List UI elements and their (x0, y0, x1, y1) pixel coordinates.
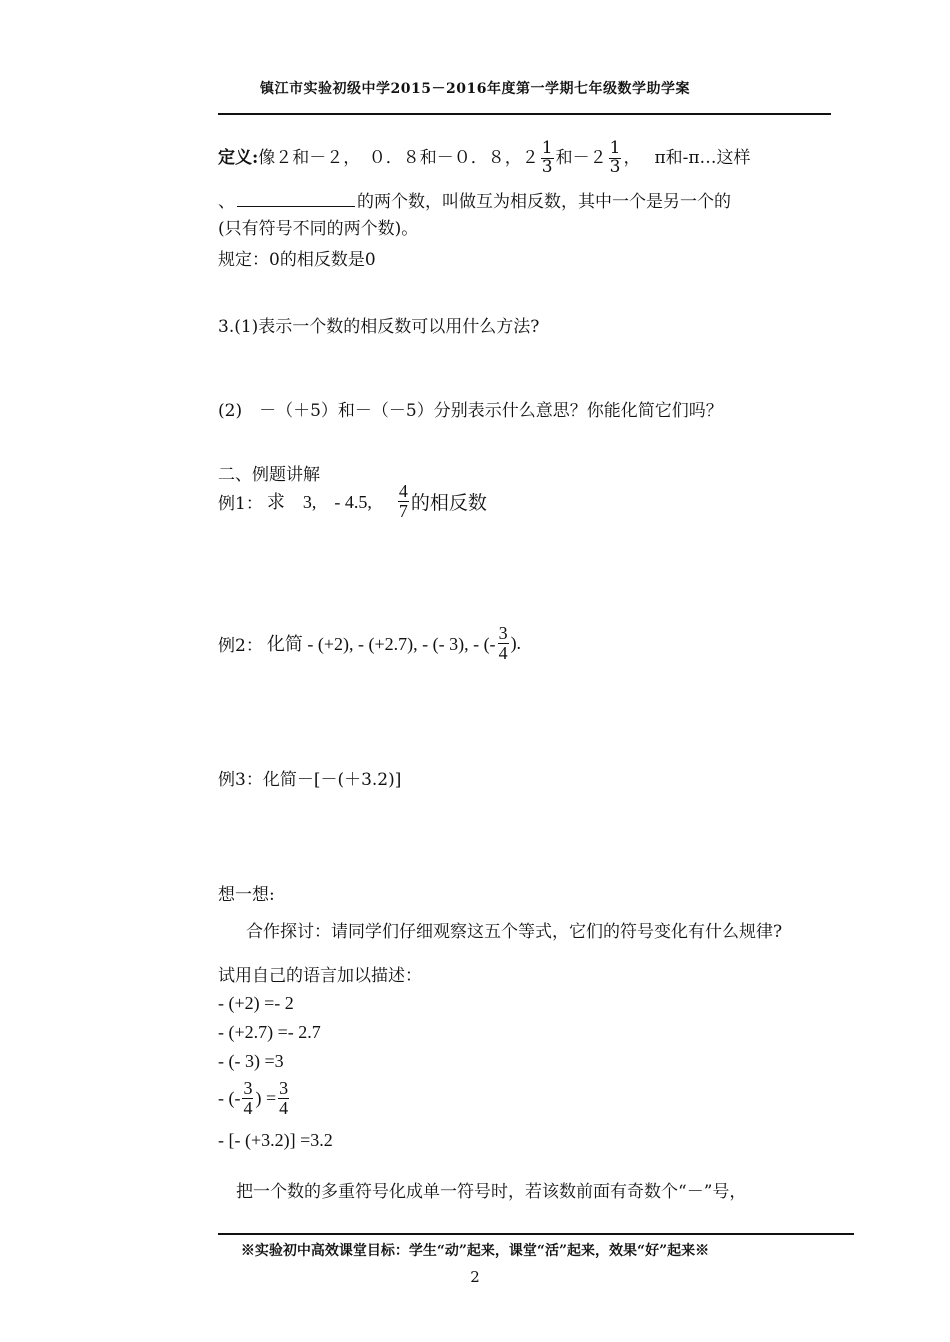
equation-4-fraction-2 (278, 1079, 289, 1118)
example-1-label: 例1： (218, 493, 263, 514)
question-3-part-1: 3.(1)表示一个数的相反数可以用什么方法? (218, 317, 540, 337)
definition-line2-prefix: 、 (218, 192, 235, 212)
page-number: 2 (470, 1268, 480, 1286)
example-1-tail: 的相反数 (410, 491, 487, 514)
definition-rule: 规定：0的相反数是0 (218, 250, 376, 270)
fraction-numerator: 3 (243, 1078, 253, 1098)
think-paragraph-1: 合作探讨：请同学们仔细观察这五个等式，它们的符号变化有什么规律? (246, 922, 783, 942)
equation-4-mid: ) = (255, 1087, 277, 1108)
think-title: 想一想: (218, 885, 275, 905)
equation-5: - [- (+3.2)] =3.2 (218, 1130, 333, 1150)
example-1-fraction (398, 482, 409, 521)
equation-1: - (+2) =- 2 (218, 993, 294, 1013)
example-2-label: 例2： (218, 635, 263, 656)
footer-motto: ※实验初中高效课堂目标：学生“动”起来，课堂“活”起来，效果“好”起来※ (240, 1243, 710, 1259)
definition-line-2 (218, 187, 731, 212)
definition-line-3: (只有符号不同的两个数)。 (218, 219, 419, 239)
fill-in-blank (237, 190, 355, 207)
fraction-numerator: 1 (609, 138, 621, 158)
page-header-title: 镇江市实验初级中学2015－2016年度第一学期七年级数学助学案 (260, 81, 690, 97)
question-3-part-2: (2) －（＋5）和－（－5）分别表示什么意思？你能化简它们吗？ (218, 401, 723, 421)
fraction-denominator: 4 (279, 1097, 289, 1118)
definition-text-c: ， (623, 147, 641, 168)
definition-text-b: 和－２ (555, 147, 607, 168)
section-2-title: 二、例题讲解 (218, 465, 320, 485)
fraction-denominator: 4 (498, 642, 508, 663)
equation-4-fraction-1 (242, 1079, 253, 1118)
equation-3: - (- 3) =3 (218, 1051, 284, 1071)
definition-colon: : (252, 147, 259, 168)
fraction-numerator: 3 (498, 623, 508, 643)
example-2-text: 化简 - (+2), - (+2.7), - (- 3), - (- (266, 634, 496, 655)
equation-4-left: - (- (218, 1087, 241, 1108)
fraction-numerator: 4 (398, 481, 408, 501)
fraction-denominator: 7 (398, 500, 408, 521)
definition-line2-text: 的两个数，叫做互为相反数，其中一个是另一个的 (357, 192, 731, 212)
fraction-denominator: 3 (541, 156, 553, 177)
example-2-tail: ). (510, 632, 522, 653)
definition-text-a: 像２和－２， ０．８和－０．８，２ (258, 147, 539, 168)
equation-4 (218, 1079, 291, 1118)
example-2 (218, 624, 521, 663)
definition-line-1 (218, 140, 751, 177)
mixed-fraction-1 (541, 140, 554, 177)
mixed-fraction-2 (609, 140, 622, 177)
conclusion-text: 把一个数的多重符号化成单一符号时，若该数前面有奇数个“－”号， (236, 1182, 747, 1202)
header-rule (218, 113, 831, 115)
definition-label: 定义 (218, 147, 252, 168)
fraction-denominator: 4 (243, 1097, 253, 1118)
equation-2: - (+2.7) =- 2.7 (218, 1022, 321, 1042)
definition-pi-text: π和-π…这样 (654, 147, 751, 168)
footer-rule (218, 1233, 854, 1235)
example-1 (218, 482, 487, 521)
example-2-fraction (498, 624, 509, 663)
fraction-numerator: 3 (279, 1078, 289, 1098)
example-3: 例3：化简－[－(＋3.2)] (218, 770, 402, 790)
think-paragraph-2: 试用自己的语言加以描述： (218, 966, 422, 986)
example-1-text: 求 3, - 4.5, (266, 492, 372, 513)
fraction-denominator: 3 (609, 156, 621, 177)
fraction-numerator: 1 (541, 138, 553, 158)
